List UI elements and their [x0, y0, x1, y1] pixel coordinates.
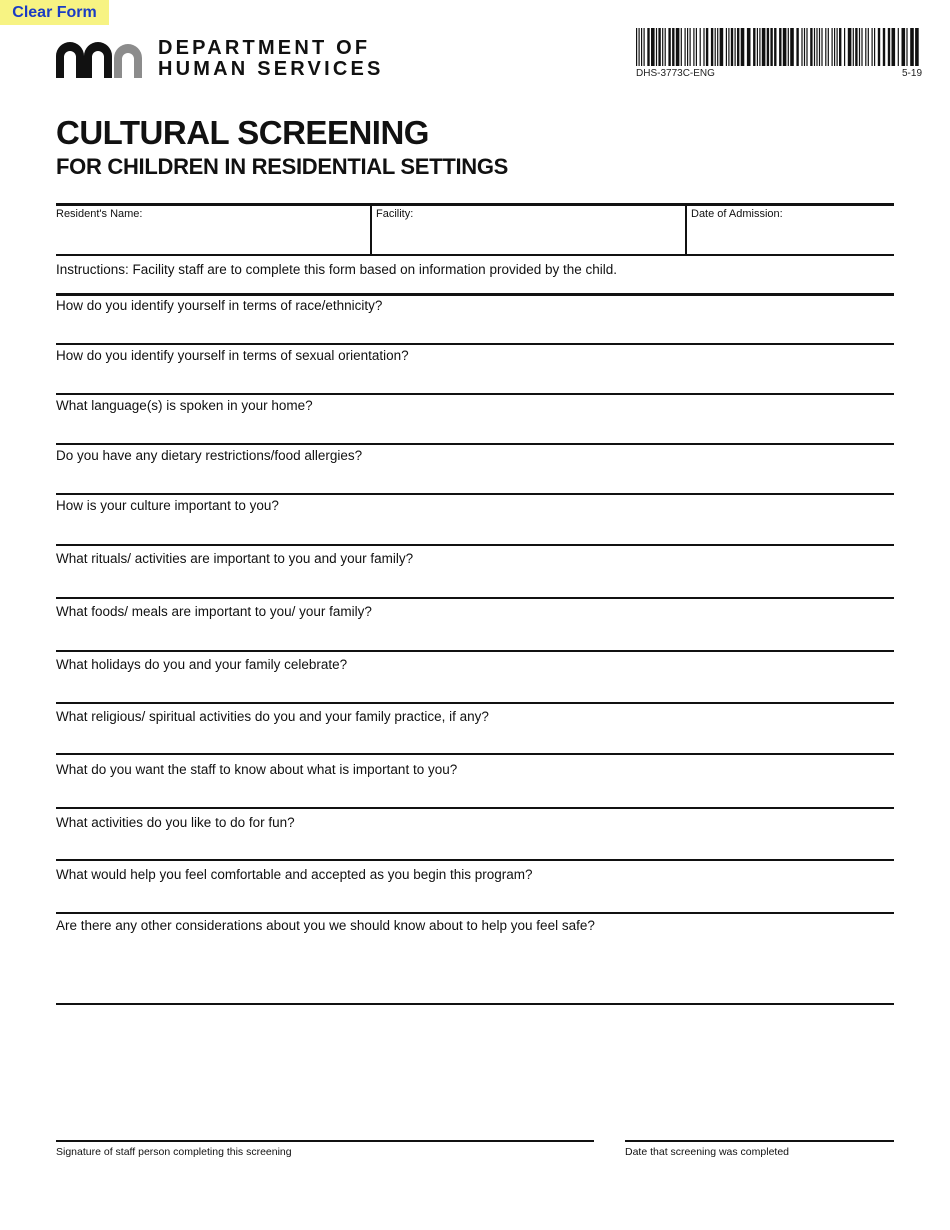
question-row — [56, 762, 894, 808]
question-row — [56, 448, 894, 494]
resident-name-input[interactable] — [56, 226, 370, 252]
department-line-1: DEPARTMENT OF — [158, 37, 371, 59]
question-answer-input[interactable] — [56, 679, 898, 699]
clear-form-button[interactable]: Clear Form — [0, 0, 109, 25]
question-row — [56, 551, 894, 598]
question-rule — [56, 1003, 894, 1005]
question-rule — [56, 493, 894, 495]
question-rule — [56, 650, 894, 652]
question-row — [56, 918, 894, 1004]
page-title: CULTURAL SCREENING — [56, 114, 429, 151]
staff-signature-input[interactable] — [56, 1112, 594, 1138]
question-row — [56, 348, 894, 394]
question-rule — [56, 753, 894, 755]
question-answer-input[interactable] — [56, 626, 898, 647]
department-name — [158, 38, 384, 80]
facility-label: Facility: — [376, 208, 414, 220]
department-line-2: HUMAN SERVICES — [158, 58, 384, 80]
question-rule — [56, 912, 894, 914]
question-label: How do you identify yourself in terms of sexual orientation? — [56, 348, 409, 363]
question-rule — [56, 702, 894, 704]
question-row — [56, 604, 894, 651]
question-label: Are there any other considerations about you we should know about to help you feel safe? — [56, 918, 595, 933]
header-rule-bottom — [56, 254, 894, 256]
question-answer-input[interactable] — [56, 731, 898, 750]
field-divider-2 — [685, 205, 687, 255]
question-rule — [56, 807, 894, 809]
form-id: DHS-3773C-ENG — [636, 68, 715, 79]
question-label: How is your culture important to you? — [56, 498, 279, 513]
question-rule — [56, 443, 894, 445]
question-label: What holidays do you and your family celebrate? — [56, 657, 348, 672]
question-answer-input[interactable] — [56, 837, 898, 856]
question-label: What do you want the staff to know about what is important to you? — [56, 762, 458, 777]
question-label: What language(s) is spoken in your home? — [56, 398, 313, 413]
completion-date-line — [625, 1140, 894, 1142]
question-rule — [56, 393, 894, 395]
question-answer-input[interactable] — [56, 320, 898, 340]
field-divider-1 — [370, 205, 372, 255]
question-rule — [56, 859, 894, 861]
question-row — [56, 498, 894, 545]
question-row — [56, 709, 894, 754]
admission-date-label: Date of Admission: — [691, 208, 783, 220]
admission-date-input[interactable] — [691, 226, 895, 252]
completion-date-label: Date that screening was completed — [625, 1146, 790, 1158]
question-label: What would help you feel comfortable and accepted as you begin this program? — [56, 867, 533, 882]
question-row — [56, 657, 894, 703]
question-label: What rituals/ activities are important to you and your family? — [56, 551, 414, 566]
facility-input[interactable] — [376, 226, 685, 252]
question-answer-input[interactable] — [56, 470, 898, 490]
question-row — [56, 815, 894, 860]
question-label: What religious/ spiritual activities do you and your family practice, if any? — [56, 709, 489, 724]
header-rule-top — [56, 203, 894, 206]
question-answer-input[interactable] — [56, 784, 898, 804]
completion-date-input[interactable] — [625, 1112, 894, 1138]
page-subtitle: FOR CHILDREN IN RESIDENTIAL SETTINGS — [56, 154, 509, 179]
question-label: How do you identify yourself in terms of race/ethnicity? — [56, 298, 383, 313]
mn-logo-icon — [56, 40, 146, 78]
barcode-icon — [636, 28, 922, 66]
question-row — [56, 867, 894, 913]
question-answer-input[interactable] — [56, 520, 898, 541]
question-answer-input[interactable] — [56, 420, 898, 440]
instructions-text: Instructions: Facility staff are to complete this form based on information provided by the child. — [56, 262, 618, 277]
question-row — [56, 298, 894, 344]
question-answer-input[interactable] — [56, 370, 898, 390]
question-rule — [56, 544, 894, 547]
staff-signature-line — [56, 1140, 594, 1142]
resident-name-label: Resident's Name: — [56, 208, 143, 220]
staff-signature-label: Signature of staff person completing this screening — [56, 1146, 292, 1158]
question-label: What foods/ meals are important to you/ your family? — [56, 604, 372, 619]
question-rule — [56, 597, 894, 599]
question-label: What activities do you like to do for fun? — [56, 815, 295, 830]
question-answer-input[interactable] — [56, 573, 898, 594]
question-row — [56, 398, 894, 444]
instructions-rule — [56, 293, 894, 296]
question-label: Do you have any dietary restrictions/food allergies? — [56, 448, 363, 463]
form-revision-date: 5-19 — [902, 68, 923, 79]
question-rule — [56, 343, 894, 346]
question-answer-input[interactable] — [56, 889, 898, 909]
question-answer-input[interactable] — [56, 940, 898, 1000]
